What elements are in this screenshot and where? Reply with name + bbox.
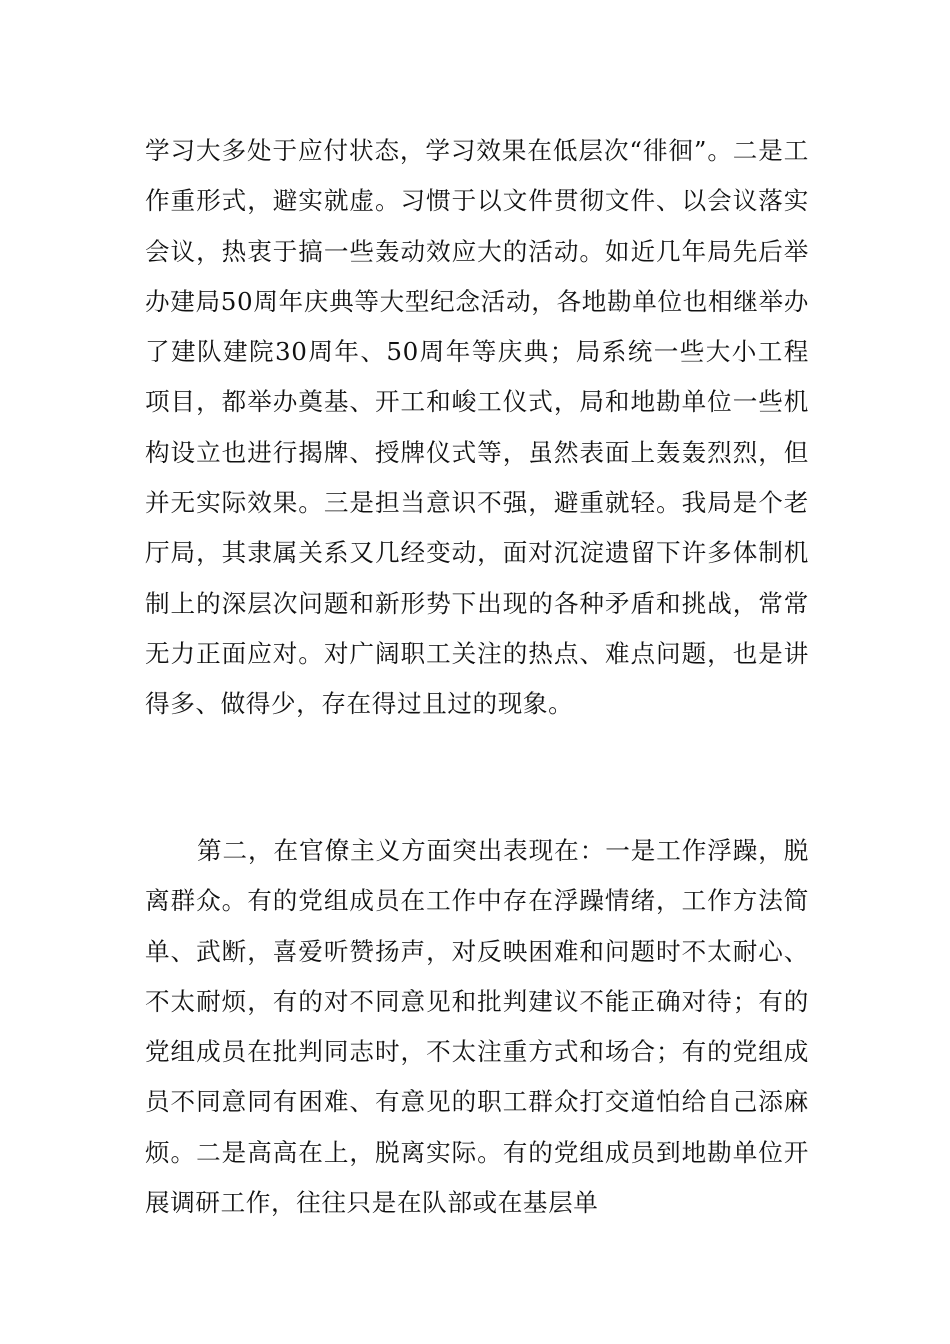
paragraph-2: 第二，在官僚主义方面突出表现在：一是工作浮躁，脱离群众。有的党组成员在工作中存在浮躁情绪，工作方法简单、武断，喜爱听赞扬声，对反映困难和问题时不太耐心、不太耐烦，有的对不同意见和批判建议不能正确对待；有的党组成员在批判同志时，不太注重方式和场合；有的党组成员不同意同有困难、有意见的职工群众打交道怕给自己添麻烦。二是高高在上，脱离实际。有的党组成员到地勘单位开展调研工作，往往只是在队部或在基层单 xyxy=(145,836,809,1218)
paragraph-1: 学习大多处于应付状态，学习效果在低层次“徘徊”。二是工作重形式，避实就虚。习惯于以文件贯彻文件、以会议落实会议，热衷于搞一些轰动效应大的活动。如近几年局先后举办建局50周年庆典等大型纪念活动，各地勘单位也相继举办了建队建院30周年、50周年等庆典；局系统一些大小工程项目，都举办奠基、开工和峻工仪式，局和地勘单位一些机构设立也进行揭牌、授牌仪式等，虽然表面上轰轰烈烈，但并无实际效果。三是担当意识不强，避重就轻。我局是个老厅局，其隶属关系又几经变动，面对沉淀遗留下许多体制机制上的深层次问题和新形势下出现的各种矛盾和挑战，常常无力正面应对。对广阔职工关注的热点、难点问题，也是讲得多、做得少，存在得过且过的现象。 xyxy=(145,136,809,719)
